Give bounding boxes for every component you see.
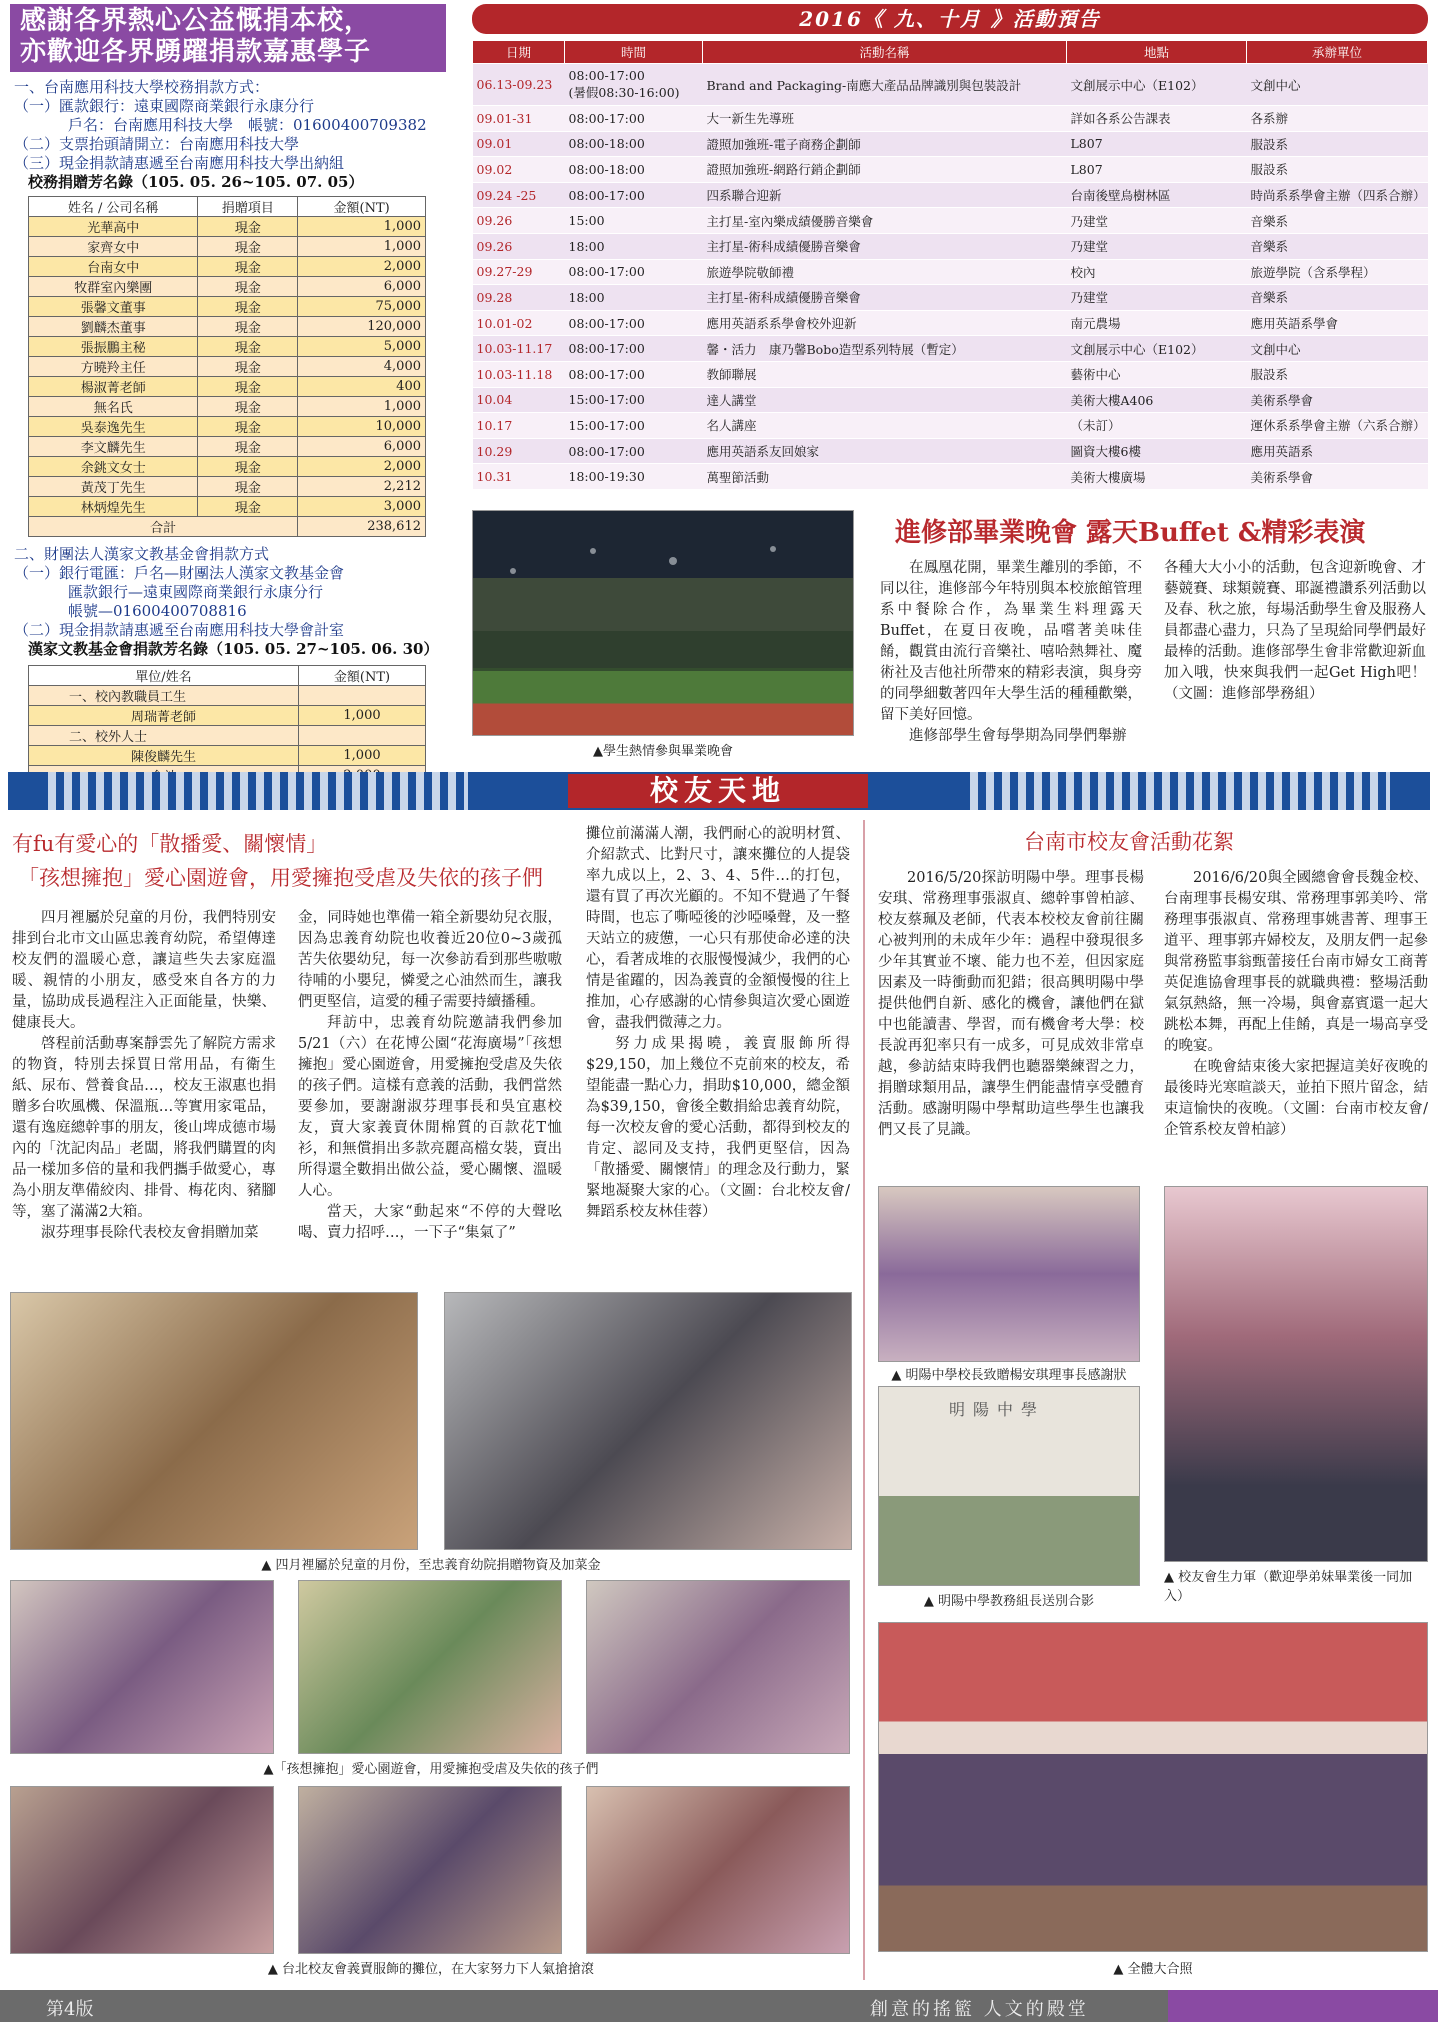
alumni-photo-donation-1: [10, 1292, 418, 1550]
event-date: 09.26: [473, 233, 565, 259]
alumni-caption-r4: ▲ 全體大合照: [1113, 1962, 1193, 1977]
donation-s2-line: （一）銀行電匯：戶名—財團法人漢家文教基金會: [14, 564, 345, 582]
alumni-photo-fair-2: [298, 1580, 562, 1754]
t1-header: 捐贈項目: [198, 197, 298, 217]
t1-amount: 6,000: [298, 277, 426, 297]
banner-pattern-right: [970, 772, 1390, 810]
t1-name: 張振鵬主秘: [29, 337, 198, 357]
alumni-left-col-2: [298, 908, 562, 1244]
event-time: 18:00: [565, 233, 703, 259]
t1-name: 黃茂丁先生: [29, 477, 198, 497]
donation-s2-title: 二、財團法人漢家文教基金會捐款方式: [14, 545, 270, 563]
t2-empty: [299, 686, 426, 706]
t1-name: 無名氏: [29, 397, 198, 417]
t1-row: [29, 237, 426, 257]
t1-item: 現金: [198, 257, 298, 277]
event-time: 08:00-17:00: [565, 336, 703, 362]
events-title: 2016《 九、十月 》活動預告: [472, 4, 1428, 34]
donation-s1-title: 一、台南應用科技大學校務捐款方式：: [14, 78, 270, 96]
event-location: 台南後壁烏樹林區: [1067, 182, 1247, 208]
event-location: L807: [1067, 157, 1247, 183]
alumni-photo-stall-1: [10, 1786, 274, 1954]
event-row: [473, 413, 1428, 439]
event-name: 應用英語系友回娘家: [703, 438, 1067, 464]
event-name: 旅遊學院敬師禮: [703, 259, 1067, 285]
donation-table-1: [28, 196, 426, 537]
t1-item: 現金: [198, 397, 298, 417]
t2-group: 一、校內教職員工生: [29, 686, 299, 706]
alumni-paragraph: 努力成果揭曉，義賣服飾所得$29,150，加上幾位不克前來的校友，希望能盡一點心力，捐助$10,000，總金額為$39,150，會後全數捐給忠義育幼院，每一次校友會的愛心活動，都得到校友的肯定、認同及支持，我們更堅信，因為「散播愛、關懷情」的理念及行動力，緊緊地凝聚大家的心。（文圖：台北校友會/舞蹈系校友林佳蓉）: [586, 1036, 850, 1220]
event-row: [473, 64, 1428, 106]
t1-name: 台南女中: [29, 257, 198, 277]
alumni-photo-donation-2: [444, 1292, 852, 1550]
event-time: 08:00-18:00: [565, 157, 703, 183]
page-number: 第4版: [46, 1999, 94, 2020]
t1-name: 林炳煌先生: [29, 497, 198, 517]
t1-item: 現金: [198, 337, 298, 357]
t1-item: 現金: [198, 217, 298, 237]
event-location: 美術大樓廣場: [1067, 464, 1247, 490]
event-name: 大一新生先導班: [703, 106, 1067, 132]
donation-s1-line: （一）匯款銀行：遠東國際商業銀行永康分行: [14, 97, 315, 115]
t1-amount: 75,000: [298, 297, 426, 317]
event-location: 藝術中心: [1067, 361, 1247, 387]
event-organizer: 音樂系: [1247, 208, 1428, 234]
event-row: [473, 131, 1428, 157]
event-location: 文創展示中心（E102）: [1067, 336, 1247, 362]
donation-s2-list-title: 漢家文教基金會捐款芳名錄（105. 05. 27~105. 06. 30）: [28, 640, 439, 658]
event-organizer: 文創中心: [1247, 336, 1428, 362]
alumni-left-col-3: [586, 824, 850, 1223]
t1-amount: 3,000: [298, 497, 426, 517]
event-time: 08:00-17:00: [565, 310, 703, 336]
event-organizer: 應用英語系學會: [1247, 310, 1428, 336]
event-date: 09.01-31: [473, 106, 565, 132]
t1-amount: 2,212: [298, 477, 426, 497]
event-date: 10.17: [473, 413, 565, 439]
t2-header: 金額(NT): [299, 666, 426, 686]
event-location: 圖資大樓6樓: [1067, 438, 1247, 464]
donation-s1-line: （二）支票抬頭請開立：台南應用科技大學: [14, 135, 300, 153]
events-header: 地點: [1067, 41, 1247, 64]
event-row: [473, 387, 1428, 413]
t2-empty: [299, 726, 426, 746]
t1-name: 方曉羚主任: [29, 357, 198, 377]
donation-s2-line: （二）現金捐款請惠遞至台南應用科技大學會計室: [14, 621, 345, 639]
t2-amount: 1,000: [299, 746, 426, 766]
t1-item: 現金: [198, 377, 298, 397]
event-row: [473, 233, 1428, 259]
event-location: 乃建堂: [1067, 285, 1247, 311]
t1-row: [29, 297, 426, 317]
event-time: 08:00-17:00: [565, 106, 703, 132]
donation-section-2: [10, 545, 446, 659]
alumni-banner: [8, 772, 1430, 810]
donation-s2-line: 匯款銀行—遠東國際商業銀行永康分行: [68, 583, 324, 601]
t1-item: 現金: [198, 437, 298, 457]
event-organizer: 美術系學會: [1247, 387, 1428, 413]
event-time: 08:00-17:00: [565, 259, 703, 285]
event-row: [473, 157, 1428, 183]
footer-accent: [1168, 1990, 1438, 2022]
t1-row: [29, 357, 426, 377]
t1-amount: 120,000: [298, 317, 426, 337]
alumni-right-col-2: [1164, 868, 1428, 1141]
t1-name: 劉麟杰董事: [29, 317, 198, 337]
t1-row: [29, 257, 426, 277]
donation-panel: [10, 4, 446, 786]
alumni-photo-fair-1: [10, 1580, 274, 1754]
alumni-caption-r3: ▲ 校友會生力軍（歡迎學弟妹畢業後一同加入）: [1164, 1570, 1413, 1604]
alumni-paragraph: 啓程前活動專案靜雲先了解院方需求的物資，特別去採買日常用品，有衛生紙、尿布、營養食品…，校友王淑惠也捐贈多台吹風機、保溫瓶…等實用家電品，還有逸庭總幹事的朋友，後山埤成德市場內的「沈記肉品」老闆，將我們購置的肉品一樣加多倍的量和我們攜手做愛心，專為小朋友準備絞肉、排骨、梅花肉、豬腳等，塞了滿滿2大箱。: [12, 1036, 276, 1220]
event-name: 證照加強班-網路行銷企劃師: [703, 157, 1067, 183]
graduation-caption: ▲學生熱情參與畢業晚會: [593, 744, 733, 759]
t1-header: 姓名 / 公司名稱: [29, 197, 198, 217]
t1-amount: 10,000: [298, 417, 426, 437]
t1-item: 現金: [198, 277, 298, 297]
t2-amount: 1,000: [299, 706, 426, 726]
t1-row: [29, 277, 426, 297]
event-name: Brand and Packaging-南應大產品品牌識別與包裝設計: [703, 64, 1067, 106]
t1-row: [29, 457, 426, 477]
event-date: 09.01: [473, 131, 565, 157]
event-date: 06.13-09.23: [473, 64, 565, 106]
alumni-right-title: 台南市校友會活動花絮: [1024, 830, 1234, 854]
column-divider: [863, 820, 865, 1980]
event-organizer: 運休系系學會主辦（六系合辦）: [1247, 413, 1428, 439]
t1-amount: 400: [298, 377, 426, 397]
t2-name: 陳俊麟先生: [29, 746, 299, 766]
t1-amount: 4,000: [298, 357, 426, 377]
t1-name: 余銚文女士: [29, 457, 198, 477]
t1-row: [29, 477, 426, 497]
alumni-banner-title: 校友天地: [568, 774, 868, 808]
event-organizer: 應用英語系: [1247, 438, 1428, 464]
event-location: （未訂）: [1067, 413, 1247, 439]
graduation-paragraph: 在鳳凰花開，畢業生離別的季節，不同以往，進修部今年特別與本校旅館管理系中餐除合作，為畢業生料理露天Buffet，在夏日夜晚，品嚐著美味佳餚，觀賞由流行音樂社、嘻哈熱舞社、魔術社及吉他社所帶來的精彩表演，與身旁的同學細數著四年大學生活的種種歡樂，留下美好回憶。: [880, 560, 1142, 723]
t2-group: 二、校外人士: [29, 726, 299, 746]
events-header: 時間: [565, 41, 703, 64]
event-date: 10.03-11.17: [473, 336, 565, 362]
event-organizer: 服設系: [1247, 157, 1428, 183]
event-location: 校內: [1067, 259, 1247, 285]
t2-name: 周瑞菁老師: [29, 706, 299, 726]
event-row: [473, 182, 1428, 208]
event-time: 08:00-17:00: [565, 361, 703, 387]
donation-s1-line: （三）現金捐款請惠遞至台南應用科技大學出納組: [14, 154, 345, 172]
t1-amount: 6,000: [298, 437, 426, 457]
alumni-photo-stall-3: [586, 1786, 850, 1954]
alumni-right-col-1: [878, 868, 1144, 1141]
events-header: 承辦單位: [1247, 41, 1428, 64]
donation-header-line2: 亦歡迎各界踴躍捐款嘉惠學子: [20, 37, 372, 67]
t1-row: [29, 417, 426, 437]
t1-item: 現金: [198, 357, 298, 377]
donation-table-2: [28, 665, 426, 786]
event-date: 09.26: [473, 208, 565, 234]
event-row: [473, 106, 1428, 132]
alumni-caption-mid: ▲「孩想擁抱」愛心園遊會，用愛擁抱受虐及失依的孩子們: [263, 1762, 599, 1777]
event-organizer: 文創中心: [1247, 64, 1428, 106]
event-name: 馨・活力 康乃馨Bobo造型系列特展（暫定）: [703, 336, 1067, 362]
t1-item: 現金: [198, 497, 298, 517]
event-name: 四系聯合迎新: [703, 182, 1067, 208]
graduation-title: 進修部畢業晚會 露天Buffet &精彩表演: [895, 518, 1366, 548]
donation-header-line1: 感謝各界熱心公益慨捐本校，: [20, 6, 372, 36]
graduation-paragraph: 各種大大小小的活動，包含迎新晚會、才藝競賽、球類競賽、耶誕禮讚系列活動以及春、秋之旅，每場活動學生會及服務人員都盡心盡力，只為了呈現給同學們最好最棒的活動。進修部學生會非常歡迎新血加入哦，快來與我們一起Get High吧！（文圖：進修部學務組）: [1164, 560, 1426, 702]
events-header: 日期: [473, 41, 565, 64]
page-footer: [0, 1990, 1438, 2022]
banner-pattern-left: [48, 772, 468, 810]
t1-amount: 2,000: [298, 257, 426, 277]
event-row: [473, 336, 1428, 362]
t1-amount: 1,000: [298, 217, 426, 237]
graduation-photo: [472, 510, 854, 736]
t1-name: 牧群室內樂團: [29, 277, 198, 297]
t1-name: 吳泰逸先生: [29, 417, 198, 437]
alumni-left-subtitle: 「孩想擁抱」愛心園遊會，用愛擁抱受虐及失依的孩子們: [18, 866, 543, 890]
alumni-paragraph: 在晚會結束後大家把握這美好夜晚的最後時光寒暄談天，並拍下照片留念，結束這愉快的夜晚。（文圖：台南市校友會/企管系校友曾柏諺）: [1164, 1059, 1428, 1138]
t1-amount: 1,000: [298, 237, 426, 257]
event-name: 應用英語系系學會校外迎新: [703, 310, 1067, 336]
event-location: 南元農場: [1067, 310, 1247, 336]
t1-total-label: 合計: [29, 517, 298, 537]
event-time: 18:00: [565, 285, 703, 311]
graduation-col-2: [1164, 558, 1426, 705]
event-date: 10.03-11.18: [473, 361, 565, 387]
event-name: 教師聯展: [703, 361, 1067, 387]
events-header: 活動名稱: [703, 41, 1067, 64]
t1-name: 光華高中: [29, 217, 198, 237]
alumni-paragraph: 攤位前滿滿人潮，我們耐心的說明材質、介紹款式、比對尺寸，讓來攤位的人提袋率九成以上，2、3、4、5件…的打包，還有買了再次光顧的。不知不覺過了午餐時間，也忘了嘶啞後的沙啞嗓聲，及一整天站立的疲憊，一心只有那使命必達的決心，看著成堆的衣服慢慢減少，我們的心情是雀躍的，因為義賣的金額慢慢的往上推加，心存感謝的心情參與這次愛心園遊會，盡我們微薄之力。: [586, 826, 850, 1031]
t1-row: [29, 377, 426, 397]
alumni-photo-stall-2: [298, 1786, 562, 1954]
event-time: 15:00-17:00: [565, 413, 703, 439]
graduation-paragraph: 進修部學生會每學期為同學們舉辦: [909, 728, 1127, 744]
event-time: 08:00-17:00: [565, 438, 703, 464]
events-table: [472, 40, 1428, 490]
graduation-col-1: [880, 558, 1142, 747]
t1-item: 現金: [198, 417, 298, 437]
event-date: 10.29: [473, 438, 565, 464]
t1-row: [29, 397, 426, 417]
alumni-paragraph: 拜訪中，忠義育幼院邀請我們參加5/21（六）在花博公園“花海廣場”「孩想擁抱」愛心園遊會，用愛擁抱受虐及失依的孩子們。這樣有意義的活動，我們當然要參加，要謝謝淑芬理事長和吳宜惠校友，賣大家義賣休閒棉質的百款花T恤衫，和無償捐出多款亮麗高檔女裝，賣出所得還全數捐出做公益，愛心關懷、溫暖人心。: [298, 1015, 562, 1199]
footer-motto: 創意的搖籃 人文的殿堂: [870, 1999, 1089, 2020]
event-location: L807: [1067, 131, 1247, 157]
event-row: [473, 285, 1428, 311]
donation-header: [10, 4, 446, 72]
alumni-caption-r1: ▲ 明陽中學校長致贈楊安琪理事長感謝狀: [891, 1368, 1127, 1383]
donation-s2-line: 帳號—01600400708816: [68, 602, 247, 620]
t2-header: 單位/姓名: [29, 666, 299, 686]
event-organizer: 時尚系系學會主辦（四系合辦）: [1247, 182, 1428, 208]
alumni-photo-school: [878, 1386, 1140, 1586]
event-name: 名人講座: [703, 413, 1067, 439]
alumni-paragraph: 淑芬理事長除代表校友會捐贈加菜: [41, 1225, 259, 1241]
event-row: [473, 361, 1428, 387]
t1-total-row: [29, 517, 426, 537]
t1-name: 張馨文董事: [29, 297, 198, 317]
donation-section-1: [10, 78, 446, 192]
t1-row: [29, 217, 426, 237]
alumni-paragraph: 2016/6/20與全國總會會長魏金校、台南理事長楊安琪、常務理事郭美吟、常務理事張淑貞、常務理事姚書菁、理事王道平、理事郭卉婦校友，及朋友們一起參與常務監事翁甄蕾接任台南市婦女工商菁英促進協會理事長的就職典禮：整場活動氣氛熱絡，無一冷場，與會嘉賓還一起大跳松本舞，再配上佳餚，真是一場高享受的晚宴。: [1164, 870, 1428, 1054]
event-organizer: 音樂系: [1247, 233, 1428, 259]
event-time: 08:00-17:00 (暑假08:30-16:00): [565, 64, 703, 106]
event-location: 乃建堂: [1067, 233, 1247, 259]
alumni-photo-certificate: [878, 1186, 1140, 1362]
t1-row: [29, 337, 426, 357]
event-row: [473, 259, 1428, 285]
event-time: 15:00: [565, 208, 703, 234]
event-name: 達人講堂: [703, 387, 1067, 413]
event-organizer: 各系辦: [1247, 106, 1428, 132]
event-row: [473, 310, 1428, 336]
alumni-left-title: 有fu有愛心的「散播愛、關懷情」: [12, 832, 328, 856]
alumni-photo-fair-3: [586, 1580, 850, 1754]
alumni-paragraph: 四月裡屬於兒童的月份，我們特別安排到台北市文山區忠義育幼院，希望傳達校友們的溫暖心意，讓這些失去家庭溫暖、親情的小朋友，感受來自各方的力量，協助成長過程注入正面能量，快樂、健康長大。: [12, 910, 276, 1031]
event-organizer: 服設系: [1247, 131, 1428, 157]
events-panel: [472, 4, 1428, 490]
event-time: 15:00-17:00: [565, 387, 703, 413]
event-time: 18:00-19:30: [565, 464, 703, 490]
t1-name: 李文麟先生: [29, 437, 198, 457]
t1-row: [29, 497, 426, 517]
event-date: 09.02: [473, 157, 565, 183]
t1-total: 238,612: [298, 517, 426, 537]
event-date: 09.24 -25: [473, 182, 565, 208]
alumni-paragraph: 當天，大家“動起來“不停的大聲吆喝、賣力招呼…，一下子“集氣了”: [298, 1204, 562, 1241]
event-row: [473, 464, 1428, 490]
t1-amount: 5,000: [298, 337, 426, 357]
event-date: 09.28: [473, 285, 565, 311]
t1-item: 現金: [198, 457, 298, 477]
donation-s1-list-title: 校務捐贈芳名錄（105. 05. 26~105. 07. 05）: [28, 173, 364, 191]
school-sign-text: 明陽中學: [949, 1400, 1046, 1419]
crowd-illustration: [473, 511, 854, 736]
t1-name: 楊淑菁老師: [29, 377, 198, 397]
event-location: 文創展示中心（E102）: [1067, 64, 1247, 106]
t1-item: 現金: [198, 317, 298, 337]
alumni-left-col-1: [12, 908, 276, 1244]
t1-item: 現金: [198, 297, 298, 317]
event-location: 乃建堂: [1067, 208, 1247, 234]
event-organizer: 旅遊學院（含系學程）: [1247, 259, 1428, 285]
event-date: 09.27-29: [473, 259, 565, 285]
t1-item: 現金: [198, 477, 298, 497]
event-name: 主打星-室內樂成績優勝音樂會: [703, 208, 1067, 234]
event-name: 萬聖節活動: [703, 464, 1067, 490]
alumni-photo-group: [878, 1622, 1428, 1952]
event-organizer: 音樂系: [1247, 285, 1428, 311]
alumni-caption-bottom: ▲ 台北校友會義賣服飾的攤位，在大家努力下人氣搶搶滾: [267, 1962, 595, 1977]
t1-amount: 2,000: [298, 457, 426, 477]
event-time: 08:00-17:00: [565, 182, 703, 208]
donation-s1-line: 戶名：台南應用科技大學 帳號：01600400709382: [68, 116, 427, 134]
event-time: 08:00-18:00: [565, 131, 703, 157]
event-row: [473, 438, 1428, 464]
alumni-paragraph: 金，同時她也準備一箱全新嬰幼兒衣服，因為忠義育幼院也收養近20位0~3歲孤苦失依嬰幼兒，每一次參訪看到那些嗷嗷待哺的小嬰兒，憐愛之心油然而生，讓我們更堅信，這愛的種子需要持續播種。: [298, 910, 562, 1010]
event-date: 10.01-02: [473, 310, 565, 336]
event-location: 詳如各系公告課表: [1067, 106, 1247, 132]
t1-header: 金額(NT): [298, 197, 426, 217]
alumni-caption-r2: ▲ 明陽中學教務組長送別合影: [923, 1594, 1095, 1609]
alumni-photo-new-members: [1164, 1186, 1428, 1562]
event-name: 主打星-術科成績優勝音樂會: [703, 233, 1067, 259]
t1-amount: 1,000: [298, 397, 426, 417]
event-location: 美術大樓A406: [1067, 387, 1247, 413]
alumni-paragraph: 2016/5/20探訪明陽中學。理事長楊安琪、常務理事張淑貞、總幹事曾柏諺、校友蔡珮及老師，代表本校校友會前往關心被判刑的未成年少年：過程中發現很多少年其實並不壞、能力也不差，但因家庭因素及一時衝動而犯錯；很高興明陽中學提供他們自新、感化的機會，讓他們在獄中也能讀書、學習，而有機會考大學：校長說再犯率只有一成多，可見成效非常卓越，參訪結束時我們也聽器樂練習之力，捐贈球類用品，讓學生們能盡情享受體育活動。感謝明陽中學幫助這些學生也讓我們又長了見識。: [878, 870, 1144, 1138]
event-organizer: 美術系學會: [1247, 464, 1428, 490]
t1-row: [29, 437, 426, 457]
event-organizer: 服設系: [1247, 361, 1428, 387]
event-date: 10.04: [473, 387, 565, 413]
event-name: 主打星-術科成績優勝音樂會: [703, 285, 1067, 311]
alumni-caption-top: ▲ 四月裡屬於兒童的月份，至忠義育幼院捐贈物資及加菜金: [261, 1558, 601, 1573]
t1-item: 現金: [198, 237, 298, 257]
event-name: 證照加強班-電子商務企劃師: [703, 131, 1067, 157]
event-date: 10.31: [473, 464, 565, 490]
t1-row: [29, 317, 426, 337]
event-row: [473, 208, 1428, 234]
t1-name: 家齊女中: [29, 237, 198, 257]
